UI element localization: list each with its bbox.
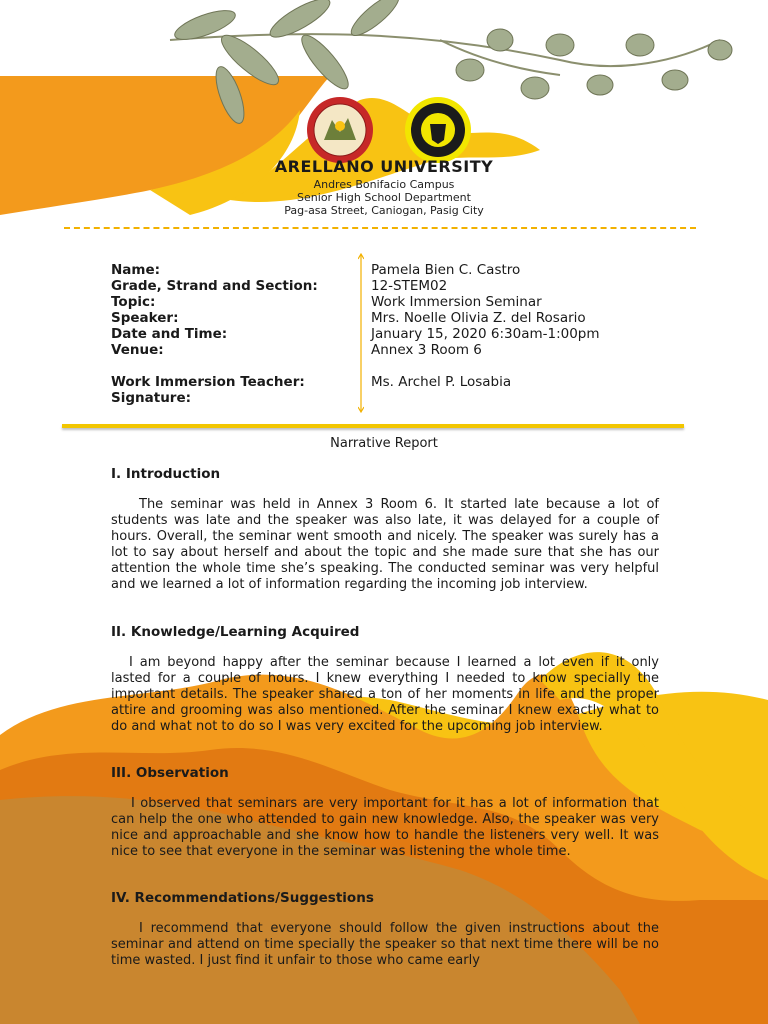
- speaker-value: Mrs. Noelle Olivia Z. del Rosario: [371, 310, 586, 326]
- venue-value: Annex 3 Room 6: [371, 342, 482, 358]
- university-name: ARELLANO UNIVERSITY: [274, 157, 494, 176]
- arellano-university-logo: [306, 96, 374, 164]
- double-arrow-divider: [358, 253, 364, 413]
- dashed-divider: [64, 227, 696, 229]
- section-heading: II. Knowledge/Learning Acquired: [111, 624, 360, 640]
- teacher-value: Ms. Archel P. Losabia: [371, 374, 512, 390]
- date-label: Date and Time:: [111, 326, 228, 342]
- section-paragraph: I am beyond happy after the seminar because I learned a lot even if it only lasted for a couple of hours. I knew everything I needed to know specially the important details. The speaker shared a ton of her moments in life and the proper attire and grooming was also mentioned. After the seminar I knew exactly what to do and what not to do so I was very excited for the upcoming job interview.: [111, 655, 659, 734]
- yellow-divider-bar: [62, 424, 684, 428]
- department-line: Senior High School Department: [297, 191, 471, 204]
- topic-value: Work Immersion Seminar: [371, 294, 542, 310]
- grade-label: Grade, Strand and Section:: [111, 278, 318, 294]
- teacher-label: Work Immersion Teacher:: [111, 374, 305, 390]
- campus-line: Andres Bonifacio Campus: [313, 178, 455, 191]
- section-paragraph: I recommend that everyone should follow the given instructions about the seminar and attend on time specially the speaker so that next time there will be no time wasted. I just find it unfair to those who came early: [111, 921, 659, 968]
- name-label: Name:: [111, 262, 161, 278]
- signature-label: Signature:: [111, 390, 192, 406]
- name-value: Pamela Bien C. Castro: [371, 262, 521, 278]
- section-heading: IV. Recommendations/Suggestions: [111, 890, 374, 906]
- section-paragraph: The seminar was held in Annex 3 Room 6. It started late because a lot of students was late and the speaker was also late, it was delayed for a couple of hours. Overall, the seminar went smooth and nicely. The speaker was surely has a lot to say about herself and about the topic and she made sure that she has our attention the whole time she’s speaking. The conducted seminar was very helpful and we learned a lot of information regarding the incoming job interview.: [111, 497, 659, 592]
- section-heading: I. Introduction: [111, 466, 221, 482]
- street-line: Pag-asa Street, Caniogan, Pasig City: [284, 204, 484, 217]
- grade-value: 12-STEM02: [371, 278, 448, 294]
- section-heading: III. Observation: [111, 765, 229, 781]
- topic-label: Topic:: [111, 294, 156, 310]
- venue-label: Venue:: [111, 342, 164, 358]
- date-value: January 15, 2020 6:30am-1:00pm: [371, 326, 600, 342]
- department-seal-logo: [404, 96, 472, 164]
- speaker-label: Speaker:: [111, 310, 179, 326]
- section-paragraph: I observed that seminars are very important for it has a lot of information that can help the one who attended to gain new knowledge. Also, the speaker was very nice and approachable and she know how to handle the listeners very well. It was nice to see that everyone in the seminar was listening the whole time.: [111, 796, 659, 859]
- report-title: Narrative Report: [330, 436, 438, 451]
